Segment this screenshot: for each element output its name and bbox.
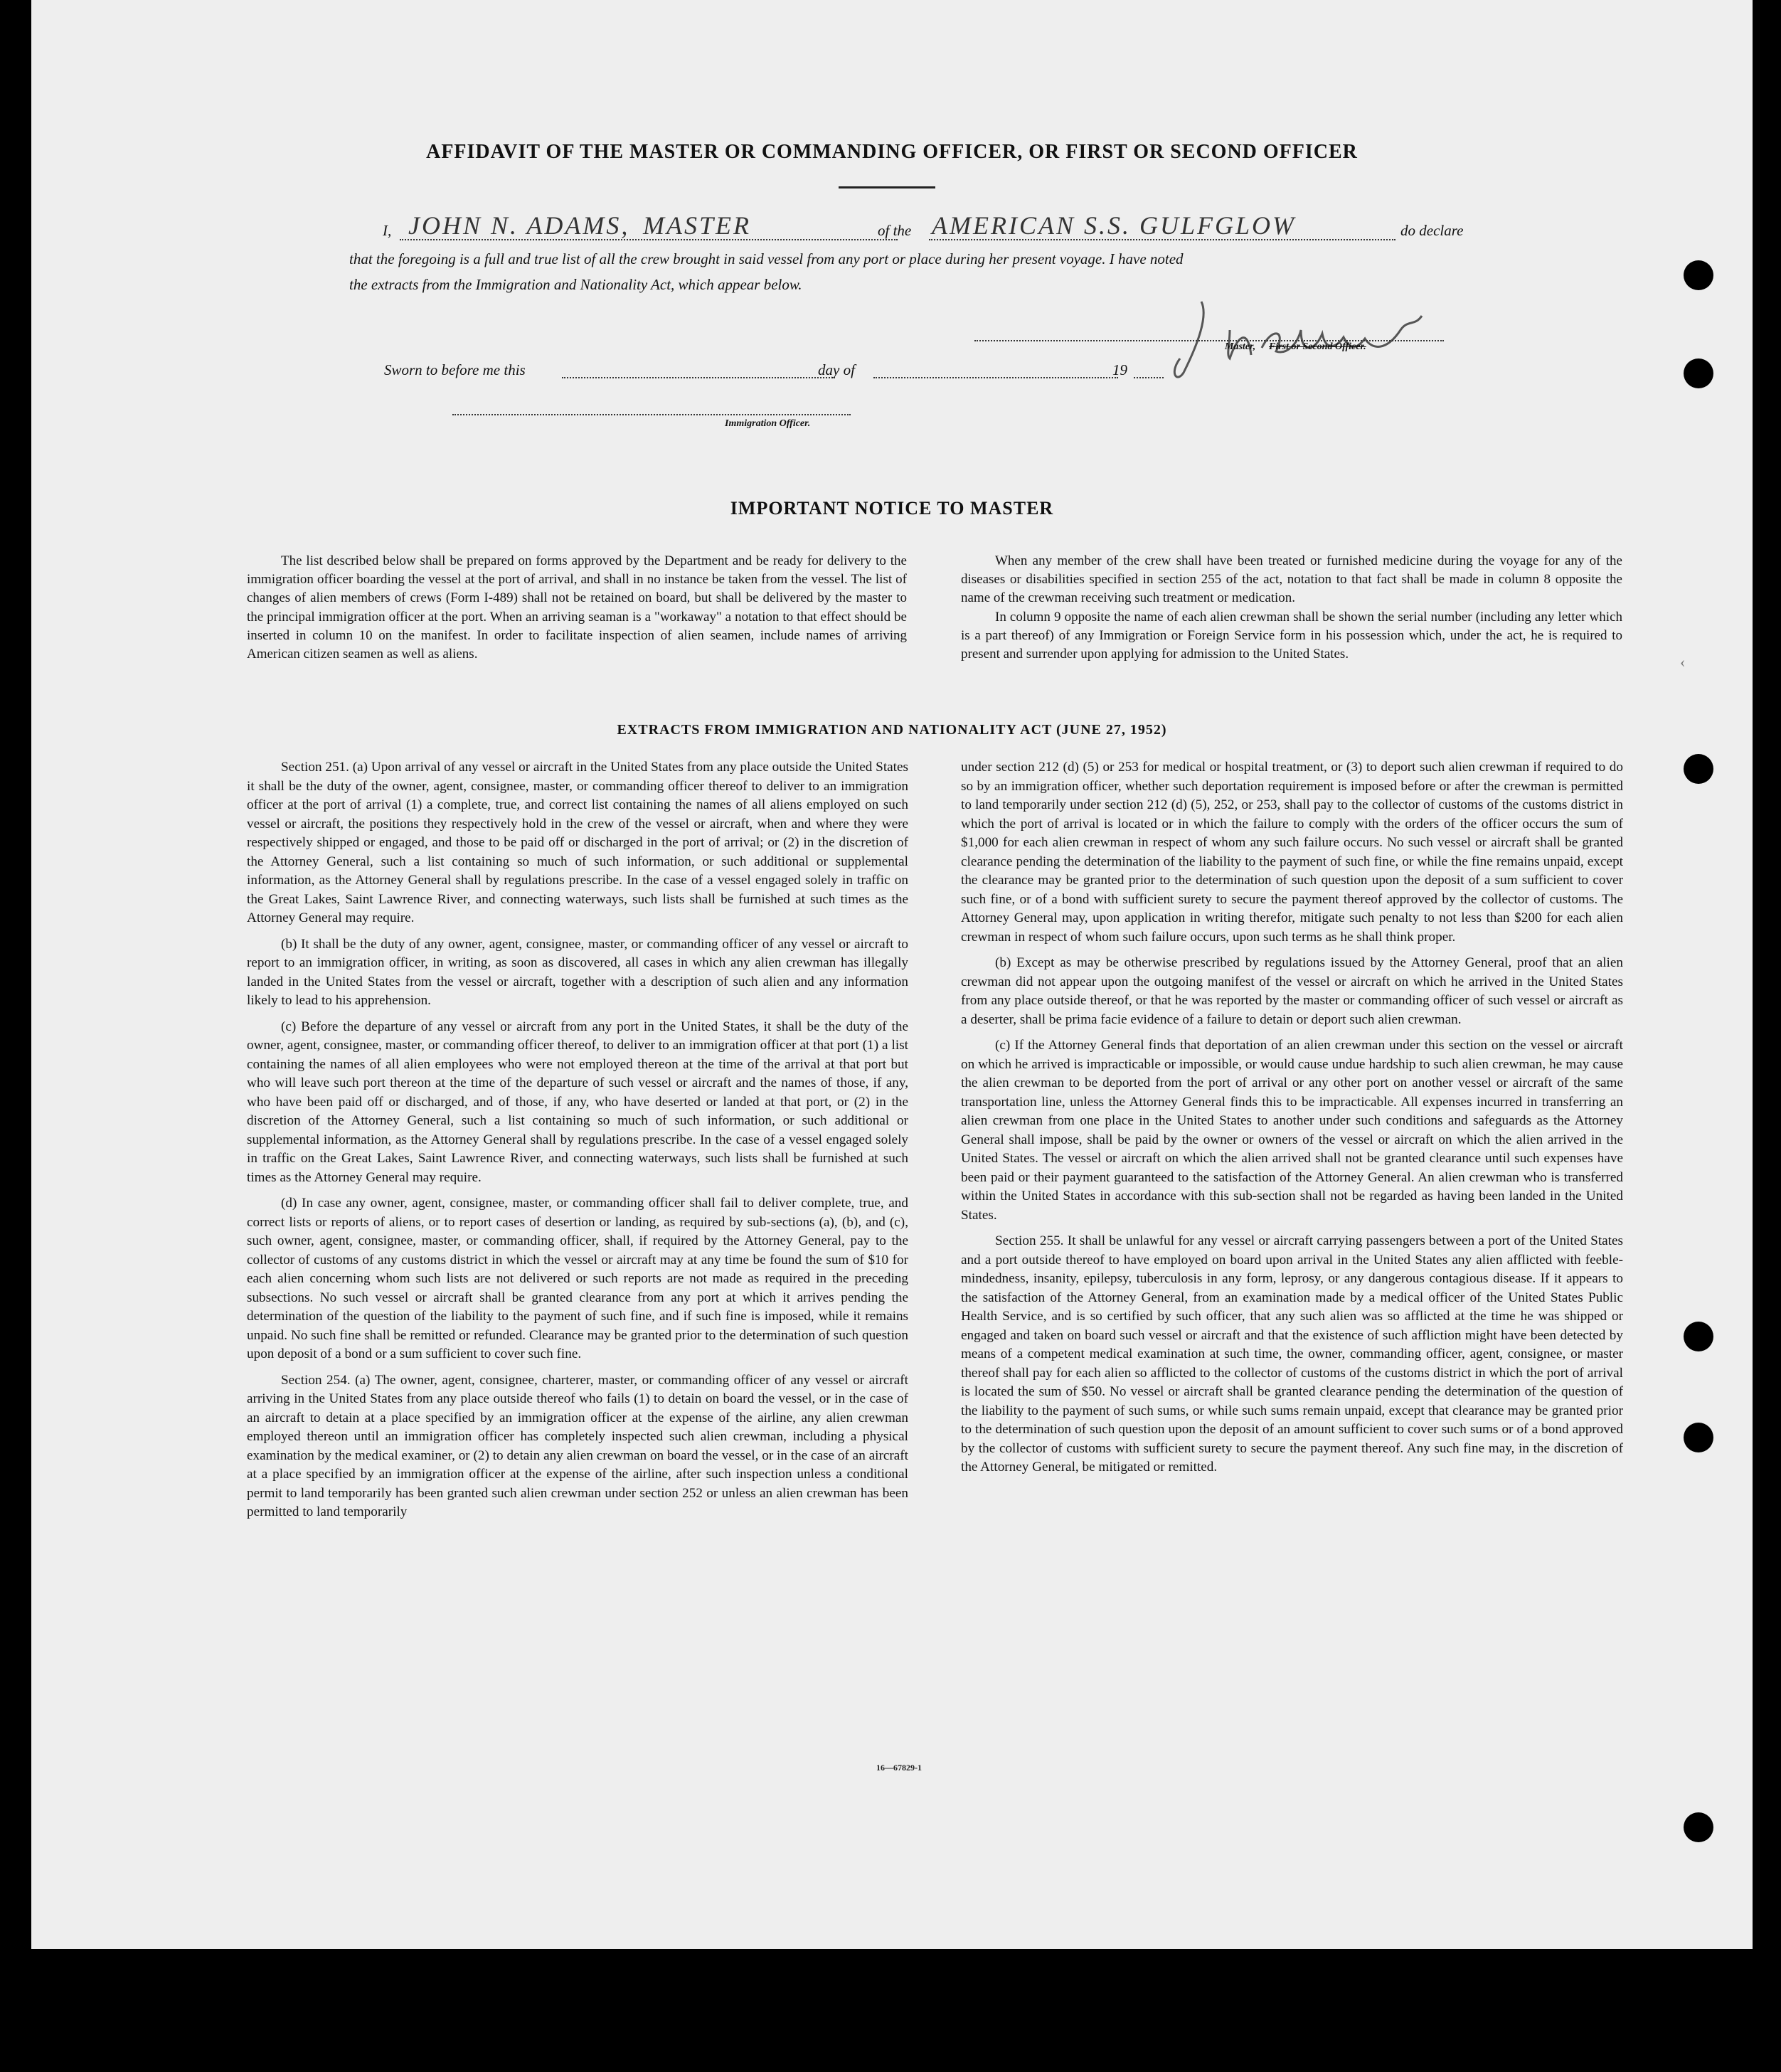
notice-left-column <box>247 552 907 671</box>
do-declare-label: do declare <box>1400 222 1464 239</box>
punch-hole <box>1684 358 1713 388</box>
officer-line <box>452 414 851 415</box>
year-line <box>1134 377 1164 378</box>
statute-paragraph: under section 212 (d) (5) or 253 for medical or hospital treatment, or (3) to deport such alien crewman if required to do so by an immigration officer, whether such deportation requirement is imposed before or after the crewman is permitted to land temporarily under section 212 (d) (5), 252, or 253, shall pay to the collector of customs of the customs district in which the port of arrival is located or in which the failure to comply with the orders of the officer occurs the sum of $1,000 for each alien crewman in respect of whom any such failure occurs. No such vessel or aircraft shall be granted clearance pending the determination of the liability to the payment of such fine, or while the fine remains unpaid, except the clearance may be granted prior to the determination of such question upon the deposit of a sum sufficient to cover such fine, or of a bond with sufficient surety to secure the payment thereof approved by the collector of customs. The Attorney General may, upon application in writing therefor, mitigate such penalty to not less than $200 for each alien crewman in respect of whom such failure occurs, upon such terms as he shall think proper. <box>961 760 1623 945</box>
master-name-handwritten: JOHN N. ADAMS, <box>408 211 630 240</box>
day-of-label: day of <box>818 361 855 378</box>
punch-hole <box>1684 1812 1713 1842</box>
master-signature <box>1123 287 1429 380</box>
notice-right-column <box>961 552 1622 671</box>
statute-paragraph: Section 255. It shall be unlawful for any vessel or aircraft carrying passengers between a port of the United States and a port outside thereof to have employed on board upon arrival in the United States any alien afflicted with feeble-mindedness, insanity, epilepsy, tuberculosis in any form, leprosy, or any dangerous contagious disease. If it appears to the satisfaction of the Attorney General, from an examination made by a medical officer of the United States Public Health Service, and is so certified by such officer, that any such alien was so afflicted at the time he was shipped or engaged and taken on board such vessel or aircraft and that the existence of such affliction might have been detected by means of a competent medical examination at such time, the owner, commanding officer, agent, consignee, or master thereof shall pay for each alien so afflicted to the collector of customs of the customs district in which the port of arrival is located the sum of $50. No vessel or aircraft shall be granted clearance pending the determination of the question of the liability to the payment of such sums, or while such sums remain unpaid, except that clearance may be granted prior to the determination of such question upon the deposit of an amount sufficient to cover such sums or of a bond approved by the collector of customs with sufficient surety to secure the payment thereof. Any such fine may, in the discretion of the Attorney General, be mitigated or remitted. <box>961 1233 1623 1475</box>
signature-label-struck: First or Second Officer. <box>1269 341 1366 352</box>
notice-paragraph: The list described below shall be prepared on forms approved by the Department and be ready for delivery to the immigration officer boarding the vessel at the port of arrival, and shall in no instance be taken from the vessel. The list of changes of alien members of crews (Form I-489) shall not be retained on board, but shall be delivered by the master to the principal immigration officer at the port. When an arriving seaman is a "workaway" a notation to that effect should be inserted in column 10 on the manifest. In order to facilitate inspection of alien seamen, include names of arriving American citizen seamen as well as aliens. <box>247 553 907 662</box>
document-page <box>31 0 1753 1949</box>
sworn-day-line <box>562 377 835 378</box>
extracts-right-column <box>961 758 1623 1484</box>
notice-title: IMPORTANT NOTICE TO MASTER <box>730 498 1054 519</box>
of-the-label: of the <box>878 222 912 239</box>
statute-paragraph: (b) Except as may be otherwise prescribed by regulations issued by the Attorney General, proof that an alien crewman did not appear upon the outgoing manifest of the vessel or aircraft on which he arrived in the United States from any place outside thereof, or that he was reported by the master or commanding officer of such vessel or aircraft as a deserter, shall be prima facie evidence of a failure to detain or deport such alien crewman. <box>961 955 1623 1027</box>
punch-hole <box>1684 1423 1713 1452</box>
officer-label: Immigration Officer. <box>725 418 811 429</box>
punch-hole <box>1684 754 1713 784</box>
statute-paragraph: Section 251. (a) Upon arrival of any vessel or aircraft in the United States from any place outside the United States it shall be the duty of the owner, agent, consignee, master, or commanding officer thereof to deliver to an immigration officer at the port of arrival (1) a complete, true, and correct list containing the names of all aliens employed on such vessel or aircraft, the positions they respectively hold in the crew of the vessel or aircraft, when and where they were respectively shipped or engaged, and those to be paid off or discharged in the port of arrival; or (2) in the discretion of the Attorney General, such a list containing so much of such information, or such additional or supplemental information, as the Attorney General shall by regulations prescribe. In the case of a vessel engaged solely in traffic on the Great Lakes, Saint Lawrence River, and connecting waterways, such lists shall be furnished at such times as the Attorney General may require. <box>247 760 908 925</box>
punch-hole <box>1684 1322 1713 1351</box>
form-code: 16—67829-1 <box>876 1763 922 1773</box>
master-rank-handwritten: MASTER <box>643 211 751 240</box>
statute-paragraph: (b) It shall be the duty of any owner, agent, consignee, master, or commanding officer of any vessel or aircraft to report to an immigration officer, in writing, as soon as discovered, all cases in which any alien crewman has illegally landed in the United States from the vessel or aircraft, together with a description of such alien and any information likely to lead to his apprehension. <box>247 936 908 1008</box>
extracts-left-column <box>247 758 908 1529</box>
vessel-name-handwritten: AMERICAN S.S. GULFGLOW <box>932 211 1296 240</box>
title-rule <box>839 186 935 188</box>
notice-paragraph: In column 9 opposite the name of each alien crewman shall be shown the serial number (including any letter which is a part thereof) of any Immigration or Foreign Service form in his possession which, under the act, he is required to present and surrender upon applying for admission to the United States. <box>961 609 1622 662</box>
year-label: 19 <box>1112 361 1127 378</box>
prefix-i: I, <box>383 222 392 239</box>
statute-paragraph: (c) Before the departure of any vessel or aircraft from any port in the United States, it shall be the duty of the owner, agent, consignee, master, or commanding officer thereof, to deliver to an immigration officer at that port (1) a list containing the names of all alien employees who were not employed thereon at the time of the arrival at that port but who will leave such port thereon at the time of the departure of such vessel or aircraft and the names of those, if any, who have been paid off or discharged, and of those, if any, who have deserted or landed at that port, or (2) in the discretion of the Attorney General, such a list containing so much of such information, or such additional or supplemental information, as the Attorney General shall by regulations prescribe. In the case of a vessel engaged solely in traffic on the Great Lakes, Saint Lawrence River, and connecting waterways, such lists shall be furnished at such times as the Attorney General may require. <box>247 1019 908 1185</box>
sworn-label: Sworn to before me this <box>384 361 526 378</box>
affidavit-title: AFFIDAVIT OF THE MASTER OR COMMANDING OFFICER, OR FIRST OR SECOND OFFICER <box>426 141 1358 163</box>
statute-paragraph: (c) If the Attorney General finds that deportation of an alien crewman under this section on the vessel or aircraft on which he arrived is impracticable or impossible, or would cause undue hardship to such alien crewman, he may cause the alien crewman to be deported from the port of arrival or any other port on another vessel or aircraft of the same transportation line, unless the Attorney General finds this to be impracticable. All expenses incurred in transferring an alien crewman from one place in the United States to another under such conditions and safeguards as the Attorney General shall impose, shall be paid by the owner or owners of the vessel or aircraft on which the alien arrived in the United States. The vessel or aircraft on which the alien arrived shall not be granted clearance until such expenses have been paid or their payment guaranteed to the satisfaction of the Attorney General. An alien crewman who is transferred within the United States in accordance with this sub-section shall not be regarded as having been landed in the United States. <box>961 1038 1623 1223</box>
statement-line-2: the extracts from the Immigration and Nationality Act, which appear below. <box>349 276 802 293</box>
signature-label-master: Master, <box>1225 341 1256 352</box>
punch-hole <box>1684 260 1713 290</box>
extracts-title: EXTRACTS FROM IMMIGRATION AND NATIONALITY ACT (JUNE 27, 1952) <box>617 722 1167 738</box>
statute-paragraph: Section 254. (a) The owner, agent, consignee, charterer, master, or commanding officer of any vessel or aircraft arriving in the United States from any place outside thereof who fails (1) to detain on board the vessel, or in the case of an aircraft to detain at a place specified by an immigration officer at the expense of the airline, any alien crewman employed thereon until an immigration officer has completely inspected such alien crewman, including a physical examination by the medical examiner, or (2) to detain any alien crewman on board the vessel, or in the case of an aircraft at a place specified by an immigration officer at the expense of the airline, after such inspection unless a conditional permit to land temporarily has been granted such alien crewman under section 252 or unless an alien crewman has been permitted to land temporarily <box>247 1372 908 1519</box>
month-line <box>873 377 1118 378</box>
notice-paragraph: When any member of the crew shall have been treated or furnished medicine during the voyage for any of the diseases or disabilities specified in section 255 of the act, notation to that fact shall be made in column 8 opposite the name of the crewman receiving such treatment or medication. <box>961 553 1622 606</box>
statute-paragraph: (d) In case any owner, agent, consignee, master, or commanding officer shall fail to deliver complete, true, and correct lists or reports of aliens, or to report cases of desertion or landing, as required by sub-sections (a), (b), and (c), such owner, agent, consignee, master, or commanding officer, shall, if required by the Attorney General, pay to the collector of customs of any customs district in which the vessel or aircraft may at any time be found the sum of $10 for each alien concerning whom such lists are not delivered or such reports are not made as required in the preceding subsections. No such vessel or aircraft shall be granted clearance from any port at which it arrives pending the determination of the question of the liability to the payment of such fine, and if such fine is imposed, while it remains unpaid. No such fine shall be remitted or refunded. Clearance may be granted prior to the determination of such question upon deposit of a bond or a sum sufficient to cover such fine. <box>247 1196 908 1361</box>
statement-line-1: that the foregoing is a full and true list of all the crew brought in said vessel from any port or place during her present voyage. I have noted <box>349 250 1184 267</box>
scan-mark: ‹ <box>1680 653 1686 671</box>
signature-line <box>974 340 1444 341</box>
